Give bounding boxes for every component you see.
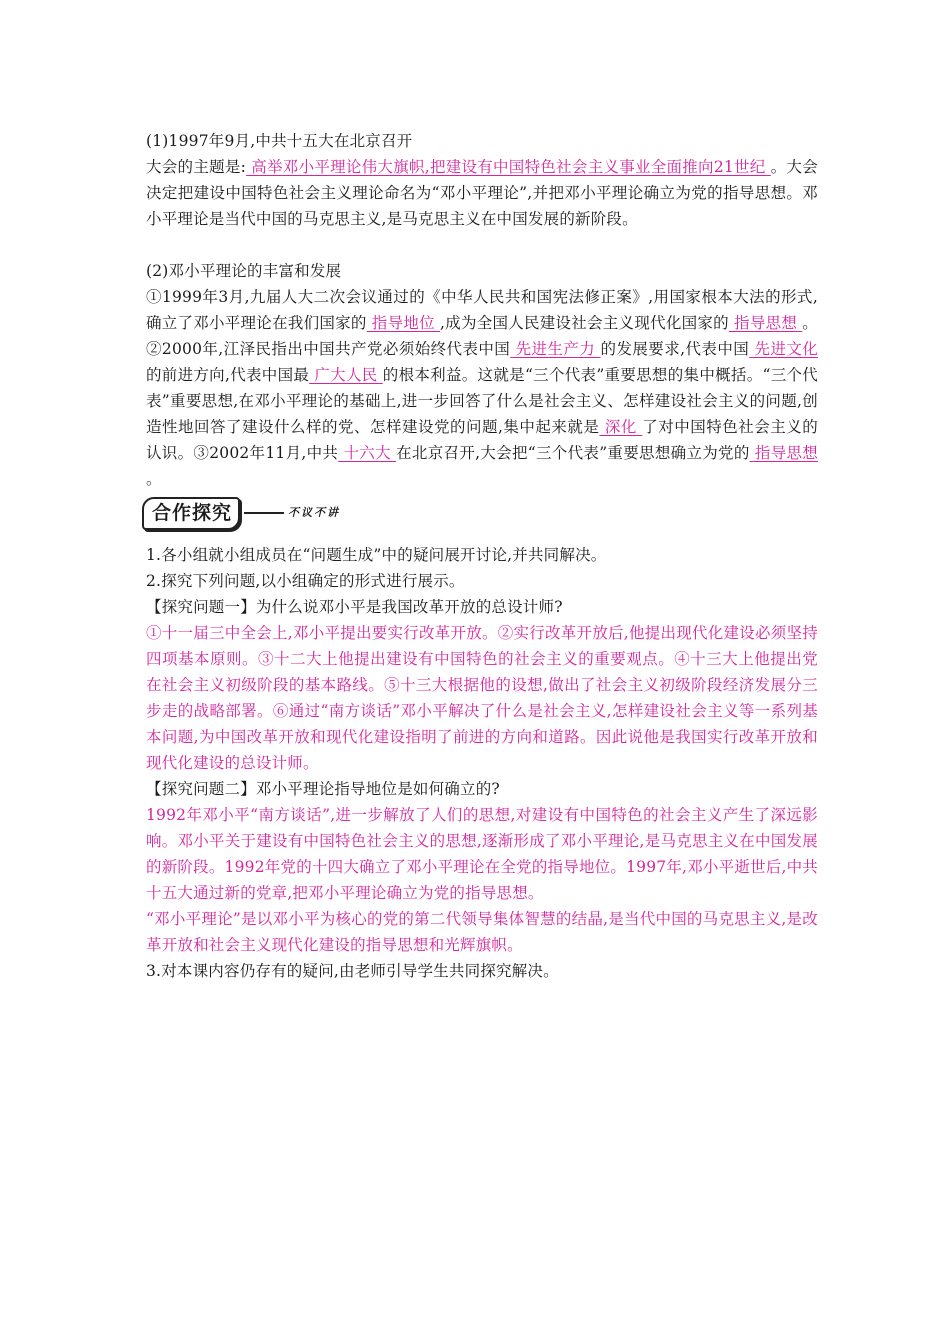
- section2-text-4: 的发展要求,代表中国: [600, 340, 750, 358]
- task-item-3: 3.对本课内容仍存有的疑问,由老师引导学生共同探究解决。: [146, 962, 559, 980]
- banner-subtitle: 不议不讲: [288, 506, 341, 519]
- section2-heading: (2)邓小平理论的丰富和发展: [146, 262, 342, 280]
- fill-answer-8: 指导思想: [749, 444, 818, 462]
- section1-text-end: 。大会决定把建设中国特色社会主义理论命名为“邓小平理论”,并把邓小平理论确立为党的指导思想。邓小平理论是当代中国的马克思主义,是马克思主义在中国发展的新阶段。: [146, 158, 818, 228]
- question-2-answer-b: “邓小平理论”是以邓小平为核心的党的第二代领导集体智慧的结晶,是当代中国的马克思主义,是改革开放和社会主义现代化建设的指导思想和光辉旗帜。: [146, 910, 818, 954]
- section2-text-9: 。: [146, 470, 162, 488]
- section2-text-7: 了对中国特色社会主义的认识。③2002年11月,中共: [146, 418, 818, 462]
- section2-text-8: 在北京召开,大会把“三个代表”重要思想确立为党的: [396, 444, 750, 462]
- section2-text-1: ①1999年3月,九届人大二次会议通过的《中华人民共和国宪法修正案》,用国家根本大法的形式,确立了邓小平理论在我们国家的: [146, 288, 818, 332]
- document-content: [146, 128, 818, 984]
- fill-answer-5: 广大人民: [309, 366, 383, 384]
- fill-answer-2: 指导思想: [728, 314, 803, 332]
- section2-text-6: 的根本利益。这就是“三个代表”重要思想的集中概括。“三个代表”重要思想,在邓小平理论的基础上,进一步回答了什么是社会主义、怎样建设社会主义的问题,创造性地回答了建设什么样的党、怎样建设党的问题,集中起来就是: [146, 366, 818, 436]
- task-item-1: 1.各小组就小组成员在“问题生成”中的疑问展开讨论,并共同解决。: [146, 546, 607, 564]
- section2-text-2: ,成为全国人民建设社会主义现代化国家的: [440, 314, 729, 332]
- fill-answer-1: 指导地位: [366, 314, 441, 332]
- question-2-answer-a: 1992年邓小平“南方谈话”,进一步解放了人们的思想,对建设有中国特色的社会主义产生了深远影响。邓小平关于建设有中国特色社会主义的思想,逐渐形成了邓小平理论,是马克思主义在中国发展的新阶段。1992年党的十四大确立了邓小平理论在全党的指导地位。1997年,邓小平逝世后,中共十五大通过新的党章,把邓小平理论确立为党的指导思想。: [146, 806, 818, 902]
- section1-text-start: 大会的主题是:: [146, 158, 247, 176]
- section2-text-5: 的前进方向,代表中国最: [146, 366, 310, 384]
- section1-paragraph: [146, 154, 818, 232]
- section2-paragraph: [146, 284, 818, 492]
- question-1-label: 【探究问题一】为什么说邓小平是我国改革开放的总设计师?: [146, 598, 563, 616]
- theme-fill-answer: 高举邓小平理论伟大旗帜,把建设有中国特色社会主义事业全面推向21世纪: [246, 158, 771, 176]
- fill-answer-3: 先进生产力: [510, 340, 601, 358]
- fill-answer-6: 深化: [599, 418, 643, 436]
- cooperation-banner: [142, 494, 818, 532]
- question-2-label: 【探究问题二】邓小平理论指导地位是如何确立的?: [146, 780, 500, 798]
- task-item-2: 2.探究下列问题,以小组确定的形式进行展示。: [146, 572, 465, 590]
- fill-answer-4: 先进文化: [749, 340, 818, 358]
- section1-heading: (1)1997年9月,中共十五大在北京召开: [146, 132, 413, 150]
- section2-text-3: 。②2000年,江泽民指出中国共产党必须始终代表中国: [146, 314, 818, 358]
- fill-answer-7: 十六大: [338, 444, 397, 462]
- question-1-answer: ①十一届三中全会上,邓小平提出要实行改革开放。②实行改革开放后,他提出现代化建设必须坚持四项基本原则。③十二大上他提出建设有中国特色的社会主义的重要观点。④十三大上他提出党在社会主义初级阶段的基本路线。⑤十三大根据他的设想,做出了社会主义初级阶段经济发展分三步走的战略部署。⑥通过“南方谈话”邓小平解决了什么是社会主义,怎样建设社会主义等一系列基本问题,为中国改革开放和现代化建设指明了前进的方向和道路。因此说他是我国实行改革开放和现代化建设的总设计师。: [146, 624, 818, 772]
- banner-title: 合作探究: [142, 497, 240, 530]
- banner-divider: [244, 512, 284, 514]
